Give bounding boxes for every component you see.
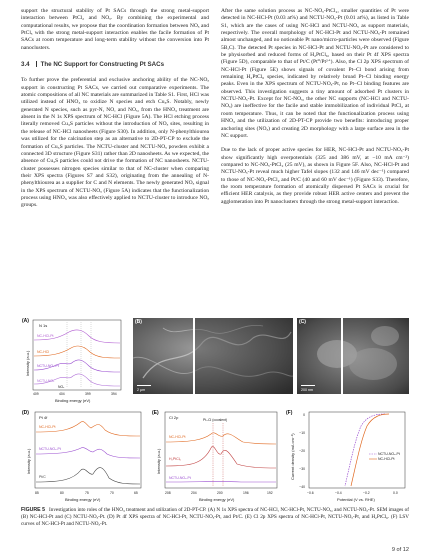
trace-label: NCTU-NOₓ-Pt: [39, 447, 61, 451]
panel-b-sem: [133, 318, 293, 394]
caption-text: Investigation into roles of the HNO₃ treatment and utilization of 2D-PT-CP. (A) N 1s XPS spectra of NC-HCl, NC-HCl-Pt, NCTU-NOₓ, and NCTU-NOₓ-Pt. SEM images of (B) NC-HCl-Pt and (C) NCTU-NOₓ-Pt. (D) Pt 4f XPS spectra of NC-HCl-Pt, NCTU-NOₓ-Pt, and Pt/C. (E) Cl 2p XPS spectra of NC-HCl-Pt, NCTU-NOₓ-Pt, and H₂PtCl₆. (F) LSV curves of NC-HCl-Pt and NCTU-NOₓ-Pt.: [21, 507, 409, 527]
caption-label: FIGURE 5: [21, 507, 45, 513]
x-axis-label: Binding energy (eV): [199, 497, 235, 502]
panel-label: (A): [22, 318, 29, 324]
trace-label: H₂PtCl₆: [169, 457, 181, 461]
panel-label: (D): [22, 410, 29, 416]
x-tick: 200: [217, 491, 223, 495]
paragraph: support the structural stability of Pt SACs through the strong metal-support interaction between PtCl₂ and NOₓ. By combining the experimental and computational results, we propose that the coordination formation between NOₓ and PtClₓ with the strong metal-support interaction enables the facile formation of Pt SACs at room temperature and long-term stability without the conversion into Pt nanoclusters.: [21, 8, 209, 51]
panel-label: (C): [299, 319, 306, 325]
plot-frame: [309, 412, 405, 488]
panel-f-lsv: [285, 408, 409, 504]
x-tick: 208: [165, 491, 171, 495]
scale-bar: [301, 385, 315, 387]
section-heading: [21, 61, 209, 68]
paragraph: To further prove the preferential and exclusive anchoring ability of the NC-NOₓ support in constructing Pt SACs, we carried out comparative experiments. The atomic compositions of all NC materials are summarized in Table S1. First, HCl was utilized instead of HNO₃ to oxidize N species and etch Cu₃S. Notably, newly generated N species, such as pyr-N, NO, and NOₓ, from the HNO₃ treatment are absent in the N 1s XPS spectrum of NC-HCl (Figure 5A). The HCl etching process literally removed Cu₃S particles without the introduction of NOₓ sites, resulting in the release of NC-HCl nanosheets (Figure S30). In addition, only N-phenylthiourea was utilized for the calcination step as an alternative to 2D-PT-CP to exclude the formation of Cu₃S particles. The NCTU-cluster and NCTU-NOₓ powders exhibit a connected 3D structure (Figure S31) rather than 2D nanosheets. As we expected, the absence of Cu₃S particles could not drive the formation of NC nanosheets. NCTU-cluster possesses nitrogen species similar to that of NC-cluster when comparing their XPS spectra (Figures S7 and S32), originating from the annealing of N-phenylthiourea as a supplier for C and N elements. The newly generated NOₓ signal in the XPS spectrum of NCTU-NOₓ (Figure 5A) indicates that the functionalization process using HNO₃ was also effectively applied to NCTU-cluster to introduce NOₓ groups.: [21, 77, 209, 209]
panel-label: (B): [135, 319, 142, 325]
x-tick: 70: [110, 491, 114, 495]
trace-label: NC-HCl: [37, 350, 50, 354]
right-column: [221, 8, 409, 213]
section-number: 3.4: [21, 61, 30, 69]
trace-pt-c: [36, 468, 140, 484]
trace-label: Pt/C: [39, 475, 46, 479]
paragraph: Due to the lack of proper active species for HER, NC-HCl-Pt and NCTU-NOₓ-Pt show significantly high overpotentials (325 and 386 mV, at −10 mA cm⁻²) compared to NC-NOₓ-PtCl₂ (25 mV), as shown in Figure 5F. Also, NC-HCl-Pt and NCTU-NOₓ-Pt reveal much higher Tafel slopes (132 and 146 mV dec⁻¹) compared to those of NC-NOₓ-PtCl₂ and Pt/C (40 and 60 mV dec⁻¹) (Figure S33). Therefore, the room temperature formation of atomically dispersed Pt SACs is crucial for efficient HER catalysis, as they provide robust HER active centers and prevent the agglomeration into Pt nanoclusters through the strong metal-support interaction.: [221, 147, 409, 205]
x-tick: 0.0: [393, 491, 398, 495]
panel-label: (E): [152, 410, 159, 416]
y-axis-label: Intensity (a.u.): [26, 448, 31, 474]
y-axis-label: Intensity (a.u.): [25, 350, 30, 376]
x-tick: 85: [35, 491, 39, 495]
scale-label: 200 nm: [301, 388, 313, 392]
x-axis-label: Binding energy (eV): [55, 398, 91, 403]
page-number: 9 of 12: [391, 547, 409, 553]
x-tick: 409: [33, 392, 39, 396]
x-tick: 80: [60, 491, 64, 495]
trace-label: NC-HCl-Pt: [37, 334, 54, 338]
annotation-nox: NOₓ: [58, 385, 65, 389]
x-tick: −0.2: [363, 491, 370, 495]
legend-label: NC-HCl-Pt: [378, 457, 395, 461]
x-axis-label: Binding energy (eV): [65, 497, 101, 502]
x-tick: −0.4: [335, 491, 342, 495]
y-tick: −20: [299, 449, 305, 453]
trace-h2ptcl6: [166, 446, 276, 468]
x-axis-label: Potential (V vs. RHE): [337, 497, 375, 502]
panel-e-cl2p-xps: [151, 408, 281, 504]
curve-nc-hcl-pt: [351, 414, 389, 486]
paragraph: After the same solution process as NC-NOₓ-PtCl₂, smaller quantities of Pt were detected in NC-HCl-Pt (0.03 at%) and NCTU-NOₓ-Pt (0.01 at%), as listed in Table S1, which are the cases of using NC-HCl and NCTU-NOₓ as support materials, respectively. The overall morphology of NC-HCl-Pt and NCTU-NOₓ-Pt remained almost unchanged, and no noticeable Pt nano/micro-particles were observed (Figure 5B,C). The detected Pt species in NC-HCl-Pt and NCTU-NOₓ-Pt are considered to be physisorbed and reduced forms of H₂PtCl₆, based on their Pt 4f XPS spectra (Figure 5D), comparable to that of Pt/C (Pt⁰/Pt²⁺). Also, the Cl 2p XPS spectrum of NC-HCl-Pt (Figure 5E) shows signals of covalent Pt–Cl bond arising from remaining H₂PtCl₆ species, indicated by relatively broad Pt–Cl binding energy peaks. Even in the XPS spectrum of NCTU-NOₓ-Pt, no Pt–Cl binding features are observed. This investigation suggests a tiny amount of adsorbed Pt clusters in NCTU-NOₓ-Pt. Except for NC-NOₓ, the other NC supports (NC-HCl and NCTU-NOₓ) are ineffective for the facile and stable immobilization of individual PtCl₂ at room temperature. Thus, it can be noted that the functionalization process using HNO₃ and the utilization of 2D-PT-CP provide two benefits: introducing proper anchoring sites (NOₓ) and creating 2D morphology with a large surface area in the NC support.: [221, 8, 409, 139]
panel-title: N 1s: [39, 323, 48, 328]
x-tick: 399: [85, 392, 91, 396]
sem-image-nctu-nox-pt: [297, 318, 409, 394]
trace-label: NCTU-NOₓ-Pt: [37, 364, 59, 368]
x-tick: 192: [267, 491, 273, 495]
y-tick: −10: [299, 431, 305, 435]
scale-label: 2 μm: [137, 388, 146, 392]
y-tick: 0: [303, 413, 305, 417]
figure-caption: [21, 507, 409, 528]
section-divider: [36, 61, 37, 67]
scale-bar: [137, 385, 151, 387]
x-tick: 75: [85, 491, 89, 495]
x-tick: 204: [191, 491, 197, 495]
x-tick: 65: [134, 491, 138, 495]
panel-title: Cl 2p: [169, 415, 179, 420]
x-tick: 394: [111, 392, 117, 396]
x-tick: 404: [59, 392, 65, 396]
panel-d-pt4f-xps: [21, 408, 145, 504]
panel-title: Pt 4f: [39, 415, 48, 420]
y-axis-label: Intensity (a.u.): [156, 448, 161, 474]
curve-nctu-nox-pt: [345, 414, 385, 486]
x-tick: −0.6: [307, 491, 314, 495]
sem-image-nc-hcl-pt: [133, 318, 293, 394]
panel-label: (F): [286, 410, 293, 416]
annotation-pt-cl: Pt–Cl (covalent): [203, 418, 228, 422]
left-column: [21, 8, 209, 217]
x-tick: 196: [243, 491, 249, 495]
y-axis-label: Current density (mA cm⁻²): [290, 433, 295, 480]
figure-5: [21, 316, 409, 506]
trace-label: NC-HCl-Pt: [39, 425, 56, 429]
y-tick: −30: [299, 467, 305, 471]
panel-a-n1s-xps: [21, 316, 125, 404]
panel-c-sem: [297, 318, 409, 394]
section-title: The NC Support for Constructing Pt SACs: [40, 61, 165, 69]
y-tick: −40: [299, 485, 305, 489]
trace-label: NCTU-NOₓ: [37, 379, 55, 383]
legend-label: NCTU-NOₓ-Pt: [378, 452, 400, 456]
trace-label: NC-HCl-Pt: [169, 435, 186, 439]
trace-label: NCTU-NOₓ-Pt: [169, 476, 191, 480]
